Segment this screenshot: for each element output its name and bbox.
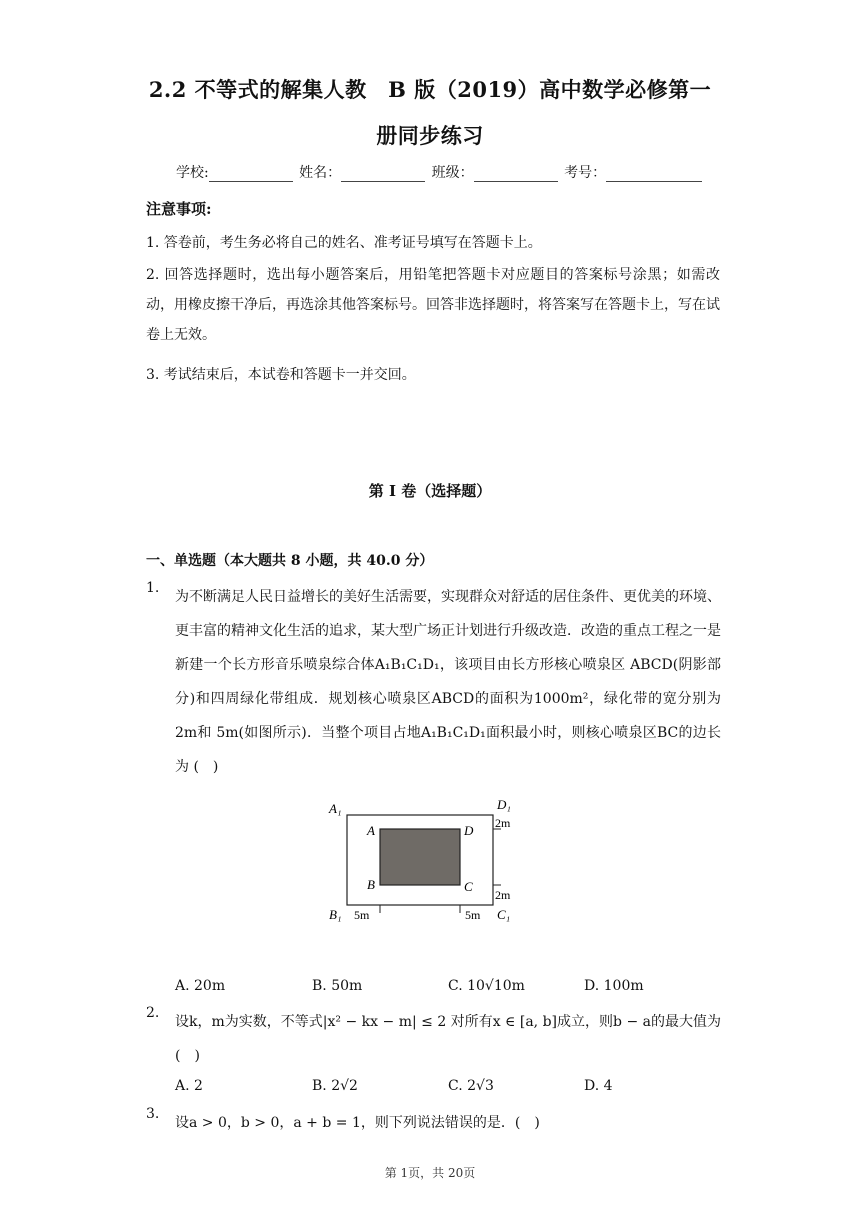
question-number: 2. [146, 1005, 160, 1021]
question-text: 设k，m为实数，不等式|x² − kx − m| ≤ 2 对所有x ∈ [a, b]成立，则b − a的最大值为( ) [175, 1014, 721, 1064]
option-c: C. 10√10m [448, 978, 525, 994]
option-c: C. 2√3 [448, 1078, 494, 1094]
notice-item: 1. 答卷前，考生务必将自己的姓名、准考证号填写在答题卡上。 [146, 235, 542, 251]
section-heading: 一、单选题（本大题共 8 小题，共 40.0 分） [146, 553, 434, 569]
core-fountain-area [380, 829, 460, 885]
label-D: D [464, 823, 474, 838]
label-width-left: 5m [354, 908, 370, 922]
option-d: D. 100m [584, 978, 644, 994]
notice-heading: 注意事项: [146, 200, 212, 218]
option-b: B. 2√2 [312, 1078, 358, 1094]
label-B1: B₁ [329, 907, 342, 922]
exam-no-label: 考号： [564, 165, 607, 181]
notice-item: 3. 考试结束后，本试卷和答题卡一并交回。 [146, 367, 416, 383]
label-width-bottom: 2m [495, 888, 511, 902]
exam-no-blank [606, 167, 702, 182]
label-width-right: 5m [465, 908, 481, 922]
doc-title-line1: 2.2 不等式的解集人教 B 版（2019）高中数学必修第一 [148, 77, 712, 102]
notice-item: 2. 回答选择题时，选出每小题答案后，用铅笔把答题卡对应题目的答案标号涂黑；如需改动，用橡皮擦干净后，再选涂其他答案标号。回答非选择题时，将答案写在答题卡上，写在试卷上无效。 [146, 267, 720, 343]
school-blank [209, 167, 293, 182]
option-b: B. 50m [312, 978, 363, 994]
school-label: 学校: [176, 165, 209, 181]
doc-title-line2: 册同步练习 [376, 123, 484, 148]
page-footer: 第 1页，共 20页 [384, 1166, 476, 1180]
question-number: 3. [146, 1106, 160, 1122]
label-C: C [464, 879, 473, 894]
label-C1: C₁ [497, 907, 511, 922]
label-A: A [367, 823, 375, 838]
option-a: A. 20m [175, 978, 226, 994]
option-a: A. 2 [175, 1078, 203, 1094]
question-text: 设a > 0，b > 0，a + b = 1，则下列说法错误的是．( ) [175, 1115, 540, 1131]
label-B: B [367, 877, 375, 892]
name-blank [341, 167, 425, 182]
fountain-diagram [325, 795, 525, 925]
question-text: 为不断满足人民日益增长的美好生活需要，实现群众对舒适的居住条件、更优美的环境、更丰富的精神文化生活的追求，某大型广场正计划进行升级改造．改造的重点工程之一是新建一个长方形音乐喷泉综合体A₁B₁C₁D₁，该项目由长方形核心喷泉区 ABCD(阴影部分)和四周绿化带组成．规划核心喷泉区ABCD的面积为1000m²，绿化带的宽分别为 2m和 5m(如图所示)．当整个项目占地A₁B₁C₁D₁面积最小时，则核心喷泉区BC的边长为 ( ) [175, 589, 721, 775]
student-info-fields [176, 162, 704, 182]
class-blank [474, 167, 558, 182]
option-d: D. 4 [584, 1078, 613, 1094]
label-D1: D₁ [497, 797, 511, 812]
label-width-top: 2m [495, 816, 511, 830]
class-label: 班级： [431, 165, 474, 181]
name-label: 姓名： [299, 165, 342, 181]
question-number: 1. [146, 580, 160, 596]
label-A1: A₁ [329, 801, 342, 816]
volume-heading: 第 I 卷（选择题） [368, 482, 492, 500]
